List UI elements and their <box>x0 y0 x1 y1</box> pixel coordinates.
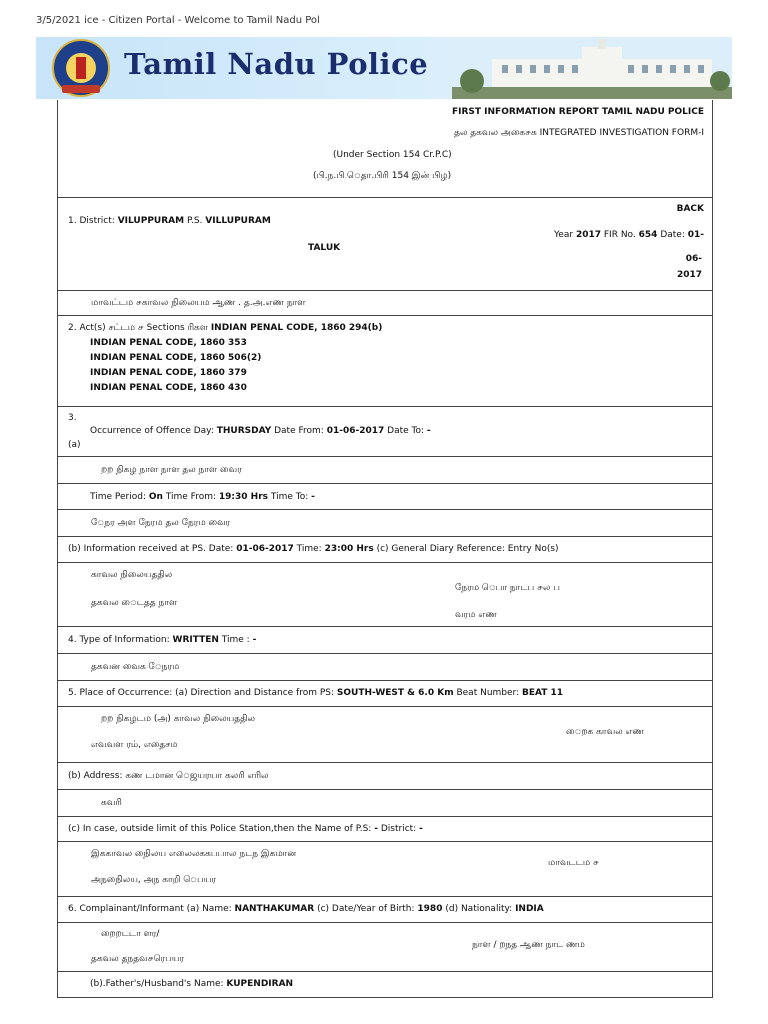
occurrence-tamil-text: றற நிகழ நாள நாள தல நாள வைர <box>101 465 242 475</box>
occurrence-number: 3. <box>68 413 77 423</box>
date-part-3: 2017 <box>676 270 702 280</box>
district-tamil-row <box>58 290 712 316</box>
type-tamil-row <box>58 653 712 681</box>
complainant-tamil-right-1: நாள / றநத ஆண நாட ணம <box>472 940 585 950</box>
father-name-row <box>58 971 712 998</box>
outside-district-value: - <box>419 824 423 834</box>
place-direction: SOUTH-WEST & 6.0 Km <box>336 688 454 698</box>
headquarters-building-icon <box>452 37 732 99</box>
date-part-2: 06- <box>685 254 702 264</box>
place-tamil-left-1: றற நிகழடம (அ) காவல நிலையததில <box>101 714 255 724</box>
outside-tamil-row <box>58 841 712 897</box>
info-tamil-left-1: காவல நிலையததில <box>91 570 173 580</box>
occurrence-label: Occurrence of Offence Day: <box>90 426 214 436</box>
outside-tamil-left-2: அநநிைலய, அந காறி ெபயர <box>91 875 217 885</box>
occurrence-tamil-row <box>58 456 712 484</box>
form-subtitle: தல தகவல அகை௪க INTEGRATED INVESTIGATION FORM-I <box>454 128 704 138</box>
form-section-tamil: (பி.ந.பி.ெதா.பிரி 154 இன் பிழ) <box>313 171 452 181</box>
info-tamil-right-2: வரம எண <box>455 610 497 620</box>
fir-label: FIR No. <box>603 230 636 240</box>
time-period-value: On <box>148 492 163 502</box>
address-label: (b) Address: <box>68 771 123 781</box>
outside-limit-row <box>58 816 712 842</box>
beat-value: BEAT 11 <box>522 688 564 698</box>
act-item: INDIAN PENAL CODE, 1860 353 <box>90 338 247 348</box>
time-from-value: 19:30 Hrs <box>218 492 268 502</box>
taluk-label: TALUK <box>308 243 341 253</box>
time-period-label: Time Period: <box>90 492 146 502</box>
outside-ps-value: - <box>374 824 378 834</box>
occurrence-day: THURSDAY <box>216 426 272 436</box>
address-tamil-text: கவரி <box>101 798 122 808</box>
type-time-label: Time : <box>221 635 250 645</box>
type-time-value: - <box>252 635 257 645</box>
place-label: 5. Place of Occurrence: (a) Direction and Distance from PS: <box>68 688 335 698</box>
fir-value: 654 <box>638 230 658 240</box>
fir-form <box>57 100 713 998</box>
date-part-1: 01- <box>687 230 704 240</box>
time-from-label: Time From: <box>165 492 217 502</box>
ps-value: VILLUPURAM <box>205 216 271 226</box>
complainant-name: NANTHAKUMAR <box>234 904 315 914</box>
place-tamil-left-2: எவவள ரம், எதைசம <box>91 740 178 750</box>
type-tamil-text: தகவன வைக ேநரம <box>91 662 180 672</box>
occurrence-sub: (a) <box>68 440 81 450</box>
father-name-label: (b).Father's/Husband's Name: <box>90 979 224 989</box>
date-to-label: Date To: <box>387 426 425 436</box>
type-info-label: 4. Type of Information: <box>68 635 170 645</box>
form-title: FIRST INFORMATION REPORT TAMIL NADU POLICE <box>451 107 704 117</box>
place-row <box>58 680 712 707</box>
diary-reference-label: (c) General Diary Reference: Entry No(s) <box>376 544 559 554</box>
father-name-value: KUPENDIRAN <box>226 979 294 989</box>
date-label: Date: <box>660 230 685 240</box>
district-value: VILUPPURAM <box>117 216 185 226</box>
outside-tamil-left-1: இககாவல நிைலய எலைலககபபால நடந இகமான <box>91 849 297 859</box>
date-to-value: - <box>426 426 431 436</box>
police-emblem-icon <box>52 39 110 97</box>
time-tamil-row <box>58 509 712 537</box>
act-item: INDIAN PENAL CODE, 1860 294(b) <box>210 323 383 333</box>
info-received-row <box>58 536 712 563</box>
outside-district-label: District: <box>380 824 417 834</box>
banner-title: Tamil Nadu Police <box>124 47 429 81</box>
acts-row <box>58 315 712 407</box>
complainant-tamil-left-1: றைறடடா ளர/ <box>101 929 160 939</box>
info-tamil-right-1: நேரம ெபா நாடப ௪ல ப <box>455 583 560 593</box>
browser-print-header: 3/5/2021 ice - Citizen Portal - Welcome to Tamil Nadu Pol <box>36 15 320 26</box>
complainant-tamil-row <box>58 922 712 972</box>
act-item: INDIAN PENAL CODE, 1860 506(2) <box>90 353 262 363</box>
info-received-time: 23:00 Hrs <box>324 544 374 554</box>
time-tamil-text: ேநர அள நேரம தல நேரம வைர <box>91 518 231 528</box>
date-from-value: 01-06-2017 <box>326 426 385 436</box>
nationality-label: (d) Nationality: <box>445 904 513 914</box>
time-period-row <box>58 483 712 510</box>
year-label: Year <box>554 230 574 240</box>
dob-value: 1980 <box>417 904 443 914</box>
time-to-value: - <box>311 492 315 502</box>
type-info-value: WRITTEN <box>172 635 219 645</box>
complainant-tamil-left-2: தகவல தநதவ௪ரெபயர <box>91 954 185 964</box>
nationality-value: INDIA <box>515 904 544 914</box>
act-item: INDIAN PENAL CODE, 1860 430 <box>90 383 247 393</box>
date-from-label: Date From: <box>274 426 324 436</box>
ps-label: P.S. <box>186 216 203 226</box>
place-tamil-right-1: ைறக காவல எண <box>566 727 645 737</box>
info-tamil-left-2: தகவல ைடதத நாள <box>91 598 178 608</box>
address-row <box>58 762 712 790</box>
district-tamil-text: மாவட்டம ௪காவல நிலையம ஆண . த.அ.எண நாள <box>91 298 306 308</box>
outside-tamil-right-1: மாவடடம ௪ <box>548 858 599 868</box>
info-tamil-row <box>58 562 712 627</box>
form-section: (Under Section 154 Cr.P.C) <box>333 150 452 160</box>
year-value: 2017 <box>575 230 601 240</box>
place-tamil-row <box>58 706 712 763</box>
beat-label: Beat Number: <box>456 688 520 698</box>
acts-label: 2. Act(s) சட்டம ௪ Sections ரிகள <box>68 323 208 333</box>
complainant-label: 6. Complainant/Informant (a) Name: <box>68 904 232 914</box>
form-header <box>58 100 712 198</box>
address-value: கண டமான ெஜயரயா கலரி எரில <box>125 771 269 781</box>
info-received-time-label: Time: <box>296 544 322 554</box>
back-link[interactable]: BACK <box>676 204 704 214</box>
occurrence-row <box>58 406 712 457</box>
act-item: INDIAN PENAL CODE, 1860 379 <box>90 368 247 378</box>
complainant-row <box>58 896 712 923</box>
dob-label: (c) Date/Year of Birth: <box>317 904 415 914</box>
info-received-date: 01-06-2017 <box>236 544 294 554</box>
type-info-row <box>58 626 712 654</box>
time-to-label: Time To: <box>270 492 309 502</box>
outside-limit-label: (c) In case, outside limit of this Police Station,then the Name of P.S: <box>68 824 372 834</box>
address-tamil-row <box>58 789 712 817</box>
info-received-label: (b) Information received at PS. Date: <box>68 544 234 554</box>
banner <box>36 37 732 99</box>
district-label: 1. District: <box>68 216 115 226</box>
district-row <box>58 197 712 291</box>
